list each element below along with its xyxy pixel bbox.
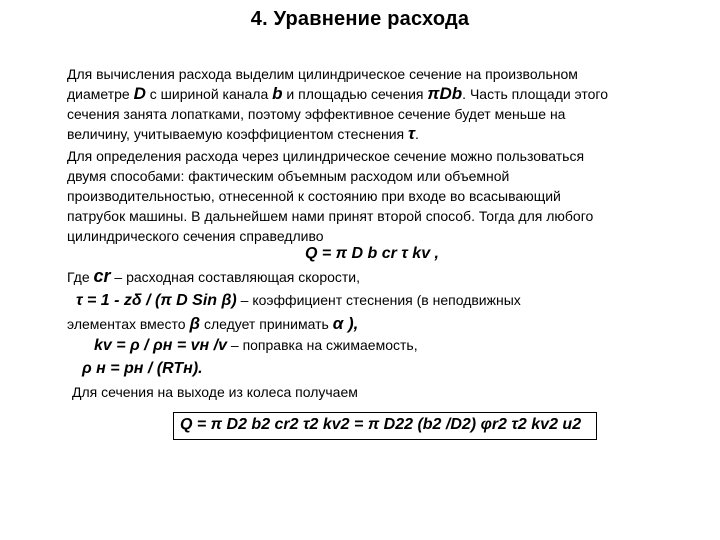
- formula-boxed: Q = π D2 b2 cr2 τ2 kv2 = π D22 (b2 /D2) φr2 τ2 kv2 u2: [180, 416, 582, 433]
- text-segment: .: [414, 126, 419, 142]
- paragraph-1: [67, 64, 697, 144]
- symbol-cr: cr: [93, 266, 111, 286]
- text-segment: элементах вместо: [67, 316, 190, 332]
- formula-tau: τ = 1 - zδ / (π D Sin β): [76, 292, 237, 309]
- symbol-b: b: [272, 84, 283, 103]
- text-segment: – поправка на сжимаемость,: [227, 337, 418, 353]
- paragraph-2: [67, 146, 697, 246]
- paragraph-2-line-1: Для определения расхода через цилиндрическое сечение можно пользоваться: [67, 148, 585, 164]
- paragraph-1-line-3: сечения занята лопатками, поэтому эффективное сечение будет меньше на: [67, 106, 566, 122]
- text-segment: диаметре: [67, 86, 134, 102]
- text-segment: – расходная составляющая скорости,: [110, 269, 361, 285]
- symbol-beta: β: [189, 314, 201, 333]
- formula-rho: ρ н = pн / (RTн).: [82, 360, 203, 377]
- text-segment: следует принимать: [200, 316, 333, 332]
- kv-definition: [94, 337, 418, 355]
- paragraph-1-line-2: [67, 84, 697, 104]
- symbol-pi-db: πDb: [427, 84, 463, 103]
- paragraph-2-line-2: двумя способами: фактическим объемным расходом или объемной: [67, 168, 510, 184]
- symbol-alpha: α: [332, 314, 344, 333]
- slide-title: 4. Уравнение расхода: [250, 8, 470, 30]
- text-segment: . Часть площади этого: [462, 86, 609, 102]
- formula-main: Q = π D b cr τ kv ,: [305, 245, 439, 262]
- text-segment: ),: [343, 314, 359, 333]
- symbol-tau: τ: [408, 124, 415, 143]
- formula-kv: kv = ρ / ρн = vн /v: [94, 337, 227, 354]
- text-segment: Где: [67, 269, 94, 285]
- paragraph-2-line-3: производительностью, отнесенной к состоянию при входе во всасывающий: [67, 188, 561, 204]
- paragraph-2-line-4: патрубок машины. В дальнейшем нами принят второй способ. Тогда для любого: [67, 208, 594, 224]
- text-segment: – коэффициент стеснения (в неподвижных: [236, 292, 521, 308]
- where-line: [67, 266, 360, 287]
- tau-definition-line-2: [67, 314, 358, 334]
- text-segment: и площадью сечения: [282, 86, 428, 102]
- symbol-D: D: [133, 84, 146, 103]
- paragraph-1-line-4: [67, 124, 697, 144]
- outlet-text: Для сечения на выходе из колеса получаем: [72, 384, 358, 400]
- text-segment: с шириной канала: [145, 86, 273, 102]
- paragraph-1-line-1: Для вычисления расхода выделим цилиндрическое сечение на произвольном: [67, 66, 578, 82]
- paragraph-2-line-5: цилиндрического сечения справедливо: [67, 228, 324, 244]
- tau-definition-line-1: [76, 292, 521, 310]
- text-segment: величину, учитываемую коэффициентом стеснения: [67, 126, 408, 142]
- formula-box: [173, 412, 597, 440]
